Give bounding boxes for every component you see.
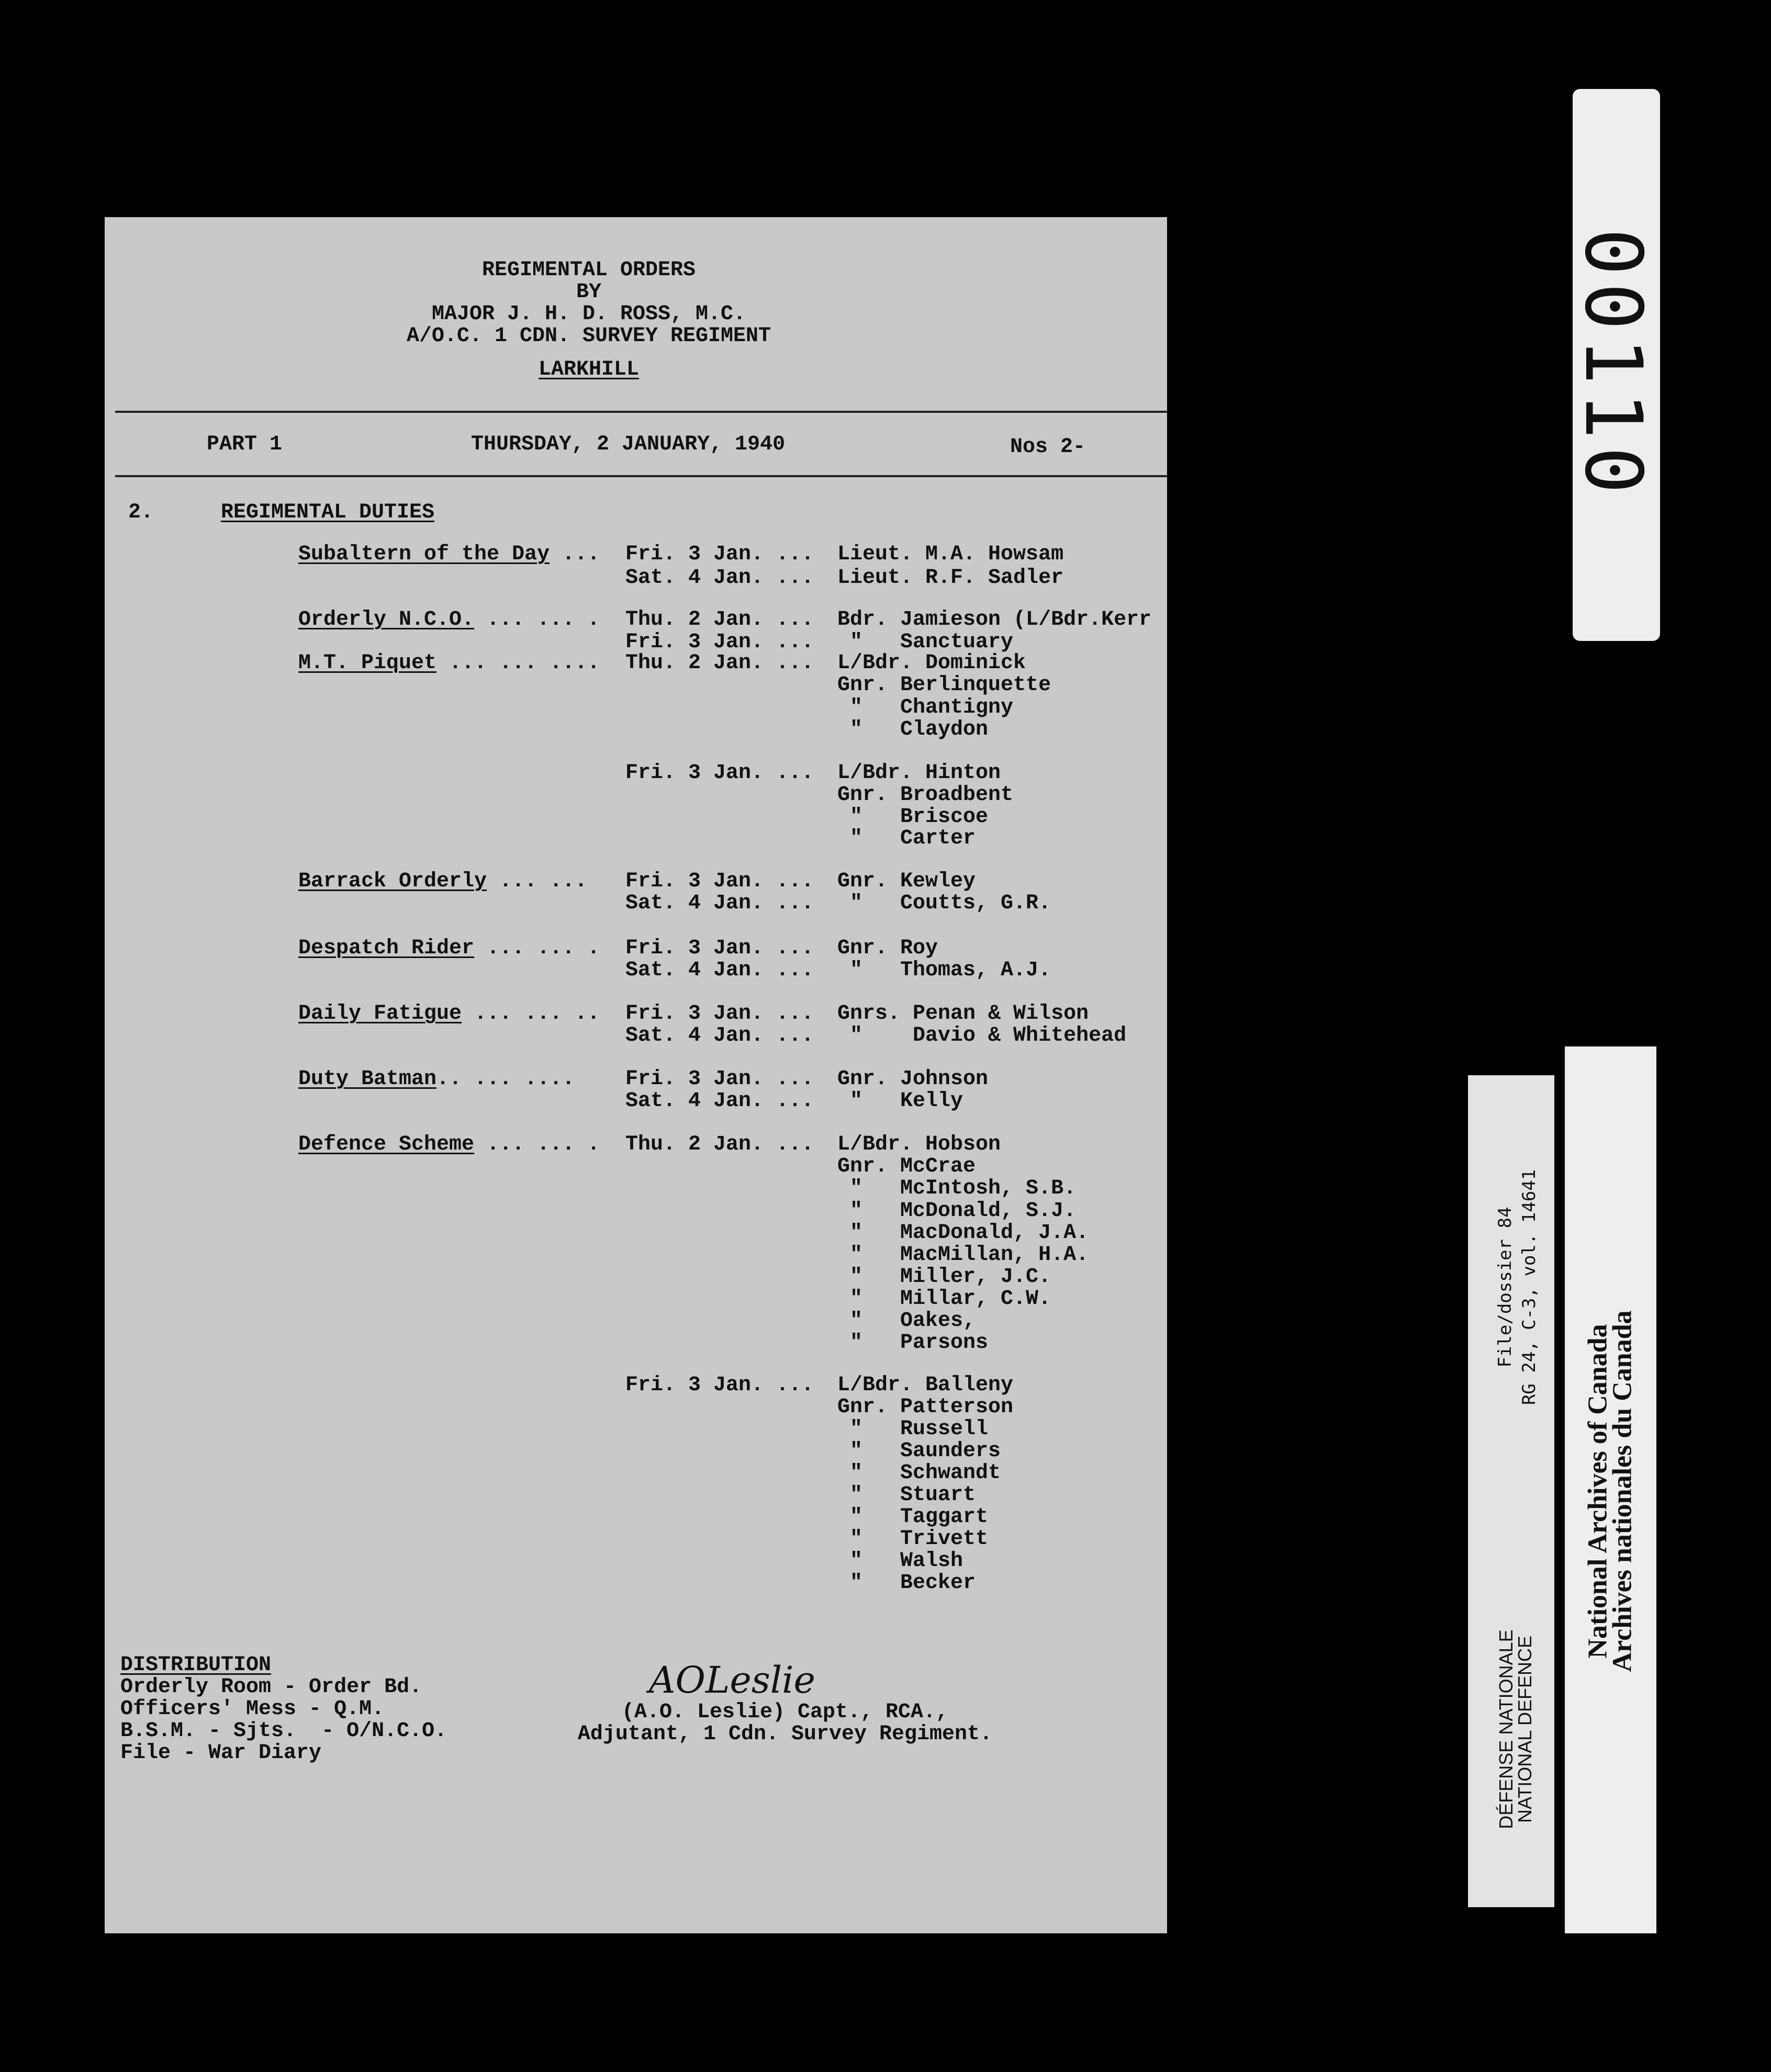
duty-assignee: " Millar, C.W. [837, 1287, 1051, 1311]
duty-assignee: " McIntosh, S.B. [837, 1177, 1077, 1200]
duty-day: Sat. 4 Jan. ... [625, 892, 814, 915]
duty-day: Sat. 4 Jan. ... [625, 566, 814, 590]
duty-assignee: " Davio & Whitehead [837, 1024, 1127, 1048]
duty-day: Fri. 3 Jan. ... [625, 1373, 814, 1397]
duty-assignee: " MacDonald, J.A. [837, 1221, 1089, 1245]
duty-assignee: " MacMillan, H.A. [837, 1243, 1089, 1267]
duty-name [298, 871, 587, 892]
duty-assignee: Gnr. Kewley [837, 870, 976, 893]
duty-leader-dots: ... ... .... [436, 651, 600, 675]
duty-name [298, 1134, 600, 1155]
duty-assignee: " Oakes, [837, 1309, 976, 1333]
duty-assignee: L/Bdr. Dominick [837, 651, 1026, 675]
duty-title: Despatch Rider [298, 937, 475, 960]
department-fr: DÉFENSE NATIONALE [1495, 1629, 1517, 1829]
duty-day: Fri. 3 Jan. ... [625, 761, 814, 785]
duty-name [298, 1069, 575, 1090]
duty-assignee: Gnr. Johnson [837, 1067, 989, 1091]
duty-name [298, 610, 600, 630]
duty-day: Fri. 3 Jan. ... [625, 870, 814, 893]
duty-day: Fri. 3 Jan. ... [625, 937, 814, 960]
order-date: THURSDAY, 2 JANUARY, 1940 [471, 433, 786, 456]
duty-name [298, 938, 600, 959]
signature-title: Adjutant, 1 Cdn. Survey Regiment. [577, 1722, 993, 1746]
duty-assignee: " Thomas, A.J. [837, 959, 1051, 982]
header-line-1: REGIMENTAL ORDERS [481, 258, 696, 282]
duty-assignee: Bdr. Jamieson (L/Bdr.Kerr [837, 608, 1152, 632]
duty-assignee: " Taggart [837, 1505, 989, 1529]
duty-assignee: " McDonald, S.J. [837, 1199, 1077, 1223]
duty-title: Daily Fatigue [298, 1002, 462, 1026]
duty-assignee: " Saunders [837, 1439, 1001, 1463]
duty-assignee: Lieut. M.A. Howsam [837, 543, 1064, 566]
duty-assignee: " Walsh [837, 1549, 963, 1573]
duty-assignee: Gnr. McCrae [837, 1155, 976, 1178]
duty-assignee: " Chantigny [837, 696, 1014, 719]
distribution-line: Orderly Room - Order Bd. [120, 1675, 422, 1699]
duty-day: Fri. 3 Jan. ... [625, 543, 814, 566]
distribution-title: DISTRIBUTION [120, 1653, 272, 1677]
duty-leader-dots: ... [550, 543, 600, 566]
duty-assignee: " Carter [837, 827, 976, 850]
duty-assignee: Gnrs. Penan & Wilson [837, 1002, 1089, 1026]
duty-assignee: " Miller, J.C. [837, 1265, 1051, 1289]
section-title: REGIMENTAL DUTIES [221, 501, 435, 524]
signature-name: (A.O. Leslie) Capt., RCA., [621, 1701, 949, 1724]
handwritten-signature: AOLeslie [649, 1659, 815, 1702]
duty-day: Thu. 2 Jan. ... [625, 1133, 814, 1156]
duty-day: Sat. 4 Jan. ... [625, 1024, 814, 1048]
duty-leader-dots: .. ... .... [436, 1067, 575, 1091]
duty-assignee: Lieut. R.F. Sadler [837, 566, 1064, 590]
duty-day: Thu. 2 Jan. ... [625, 651, 814, 675]
duty-assignee: " Briscoe [837, 805, 989, 829]
duty-assignee: " Schwandt [837, 1461, 1001, 1485]
duty-day: Fri. 3 Jan. ... [625, 1067, 814, 1091]
duty-assignee: Gnr. Roy [837, 937, 938, 960]
archive-ref-line-1: RG 24, C-3, vol. 14641 [1519, 1169, 1540, 1405]
duty-leader-dots: ... ... . [474, 1133, 600, 1156]
duty-leader-dots: ... ... . [474, 608, 600, 632]
header-line-3: MAJOR J. H. D. ROSS, M.C. [431, 302, 746, 326]
duty-title: Orderly N.C.O. [298, 608, 475, 632]
duty-leader-dots: ... ... [487, 870, 588, 893]
duty-assignee: " Coutts, G.R. [837, 892, 1051, 915]
header-line-2: BY [576, 280, 601, 304]
top-rule [115, 411, 1167, 413]
document-page [105, 217, 1167, 1933]
duty-title: Barrack Orderly [298, 870, 487, 893]
duty-assignee: Gnr. Broadbent [837, 783, 1014, 807]
duty-day: Sat. 4 Jan. ... [625, 1089, 814, 1113]
distribution-line: Officers' Mess - Q.M. [120, 1697, 385, 1721]
duty-name [298, 653, 600, 674]
order-numbers: Nos 2- [1010, 435, 1086, 459]
duty-assignee: " Kelly [837, 1089, 963, 1113]
header-location: LARKHILL [538, 358, 640, 381]
duty-assignee: " Russell [837, 1417, 989, 1441]
distribution-line: File - War Diary [120, 1741, 322, 1765]
duty-title: Duty Batman [298, 1067, 437, 1091]
duty-assignee: " Parsons [837, 1331, 989, 1355]
header-line-4: A/O.C. 1 CDN. SURVEY REGIMENT [406, 324, 771, 348]
distribution-line: B.S.M. - Sjts. - O/N.C.O. [120, 1719, 447, 1743]
duty-day: Thu. 2 Jan. ... [625, 608, 814, 632]
duty-assignee: L/Bdr. Balleny [837, 1373, 1014, 1397]
duty-name [298, 544, 600, 565]
duty-day: Fri. 3 Jan. ... [625, 630, 814, 654]
duty-title: Defence Scheme [298, 1133, 475, 1156]
section-number: 2. [128, 501, 154, 524]
part-label: PART 1 [207, 433, 283, 456]
duty-title: Subaltern of the Day [298, 543, 550, 566]
duty-assignee: Gnr. Berlinquette [837, 673, 1051, 697]
duty-leader-dots: ... ... .. [462, 1002, 600, 1026]
frame-number: 00110 [1567, 228, 1658, 501]
duty-assignee: L/Bdr. Hinton [837, 761, 1001, 785]
duty-assignee: Gnr. Patterson [837, 1395, 1014, 1419]
duty-assignee: " Becker [837, 1571, 976, 1595]
archives-name-en: National Archives of Canada [1583, 1324, 1613, 1659]
duty-day: Sat. 4 Jan. ... [625, 959, 814, 982]
duty-day: Fri. 3 Jan. ... [625, 1002, 814, 1026]
department-en: NATIONAL DEFENCE [1514, 1635, 1535, 1823]
duty-assignee: " Stuart [837, 1483, 976, 1507]
duty-assignee: " Claydon [837, 718, 989, 741]
bottom-rule [115, 475, 1167, 477]
duty-name [298, 1004, 600, 1024]
archives-name-fr: Archives nationales du Canada [1607, 1310, 1638, 1672]
archive-ref-line-2: File/dossier 84 [1495, 1207, 1516, 1368]
duty-assignee: " Trivett [837, 1527, 989, 1551]
duty-title: M.T. Piquet [298, 651, 437, 675]
duty-assignee: " Sanctuary [837, 630, 1014, 654]
duty-assignee: L/Bdr. Hobson [837, 1133, 1001, 1156]
duty-leader-dots: ... ... . [474, 937, 600, 960]
